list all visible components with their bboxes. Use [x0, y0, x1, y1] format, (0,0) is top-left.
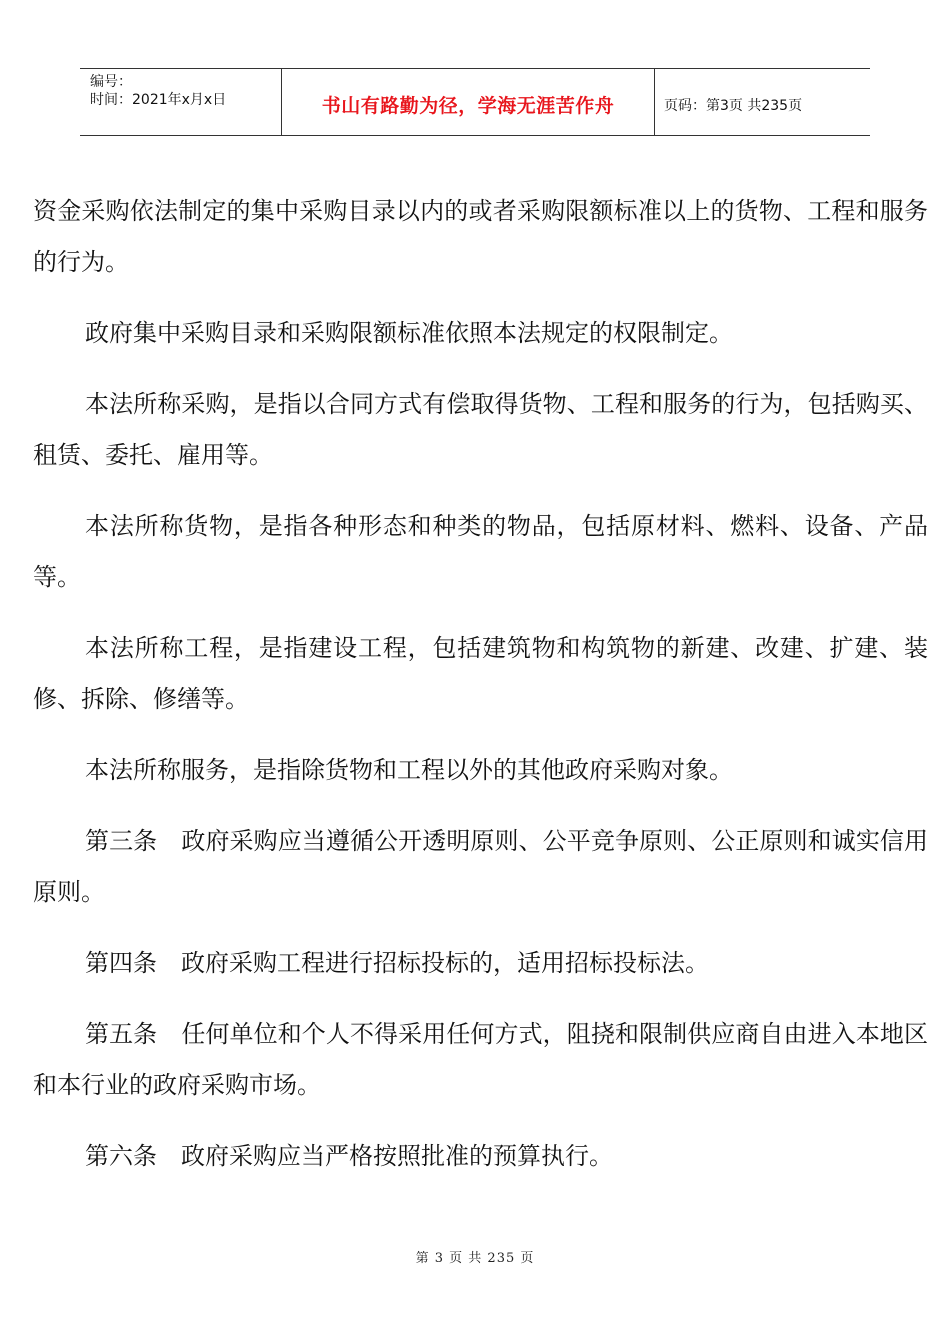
header-page-info: 页码：第3页 共235页 — [664, 98, 803, 114]
page-footer: 第 3 页 共 235 页 — [415, 1251, 535, 1266]
header-meta — [90, 73, 226, 109]
paragraph: 资金采购依法制定的集中采购目录以内的或者采购限额标准以上的货物、工程和服务的行为。 — [33, 197, 928, 276]
paragraph: 本法所称工程，是指建设工程，包括建筑物和构筑物的新建、改建、扩建、装修、拆除、修缮等。 — [33, 634, 928, 713]
header-motto: 书山有路勤为径，学海无涯苦作舟 — [321, 95, 615, 117]
paragraph: 本法所称货物，是指各种形态和种类的物品，包括原材料、燃料、设备、产品等。 — [33, 512, 928, 591]
header-divider — [654, 69, 655, 135]
article-paragraph: 第四条 政府采购工程进行招标投标的，适用招标投标法。 — [85, 949, 709, 977]
document-date: 时间：2021年x月x日 — [90, 92, 227, 108]
document-number-label: 编号： — [90, 74, 132, 90]
article-paragraph: 第三条 政府采购应当遵循公开透明原则、公平竞争原则、公正原则和诚实信用原则。 — [33, 827, 928, 906]
paragraph: 政府集中采购目录和采购限额标准依照本法规定的权限制定。 — [85, 319, 733, 347]
page-header — [80, 68, 870, 136]
article-paragraph: 第五条 任何单位和个人不得采用任何方式，阻挠和限制供应商自由进入本地区和本行业的政府采购市场。 — [33, 1020, 928, 1099]
article-paragraph: 第六条 政府采购应当严格按照批准的预算执行。 — [85, 1142, 613, 1170]
paragraph: 本法所称采购，是指以合同方式有偿取得货物、工程和服务的行为，包括购买、租赁、委托、雇用等。 — [33, 390, 928, 469]
paragraph: 本法所称服务，是指除货物和工程以外的其他政府采购对象。 — [85, 756, 733, 784]
document-body — [33, 186, 928, 1202]
